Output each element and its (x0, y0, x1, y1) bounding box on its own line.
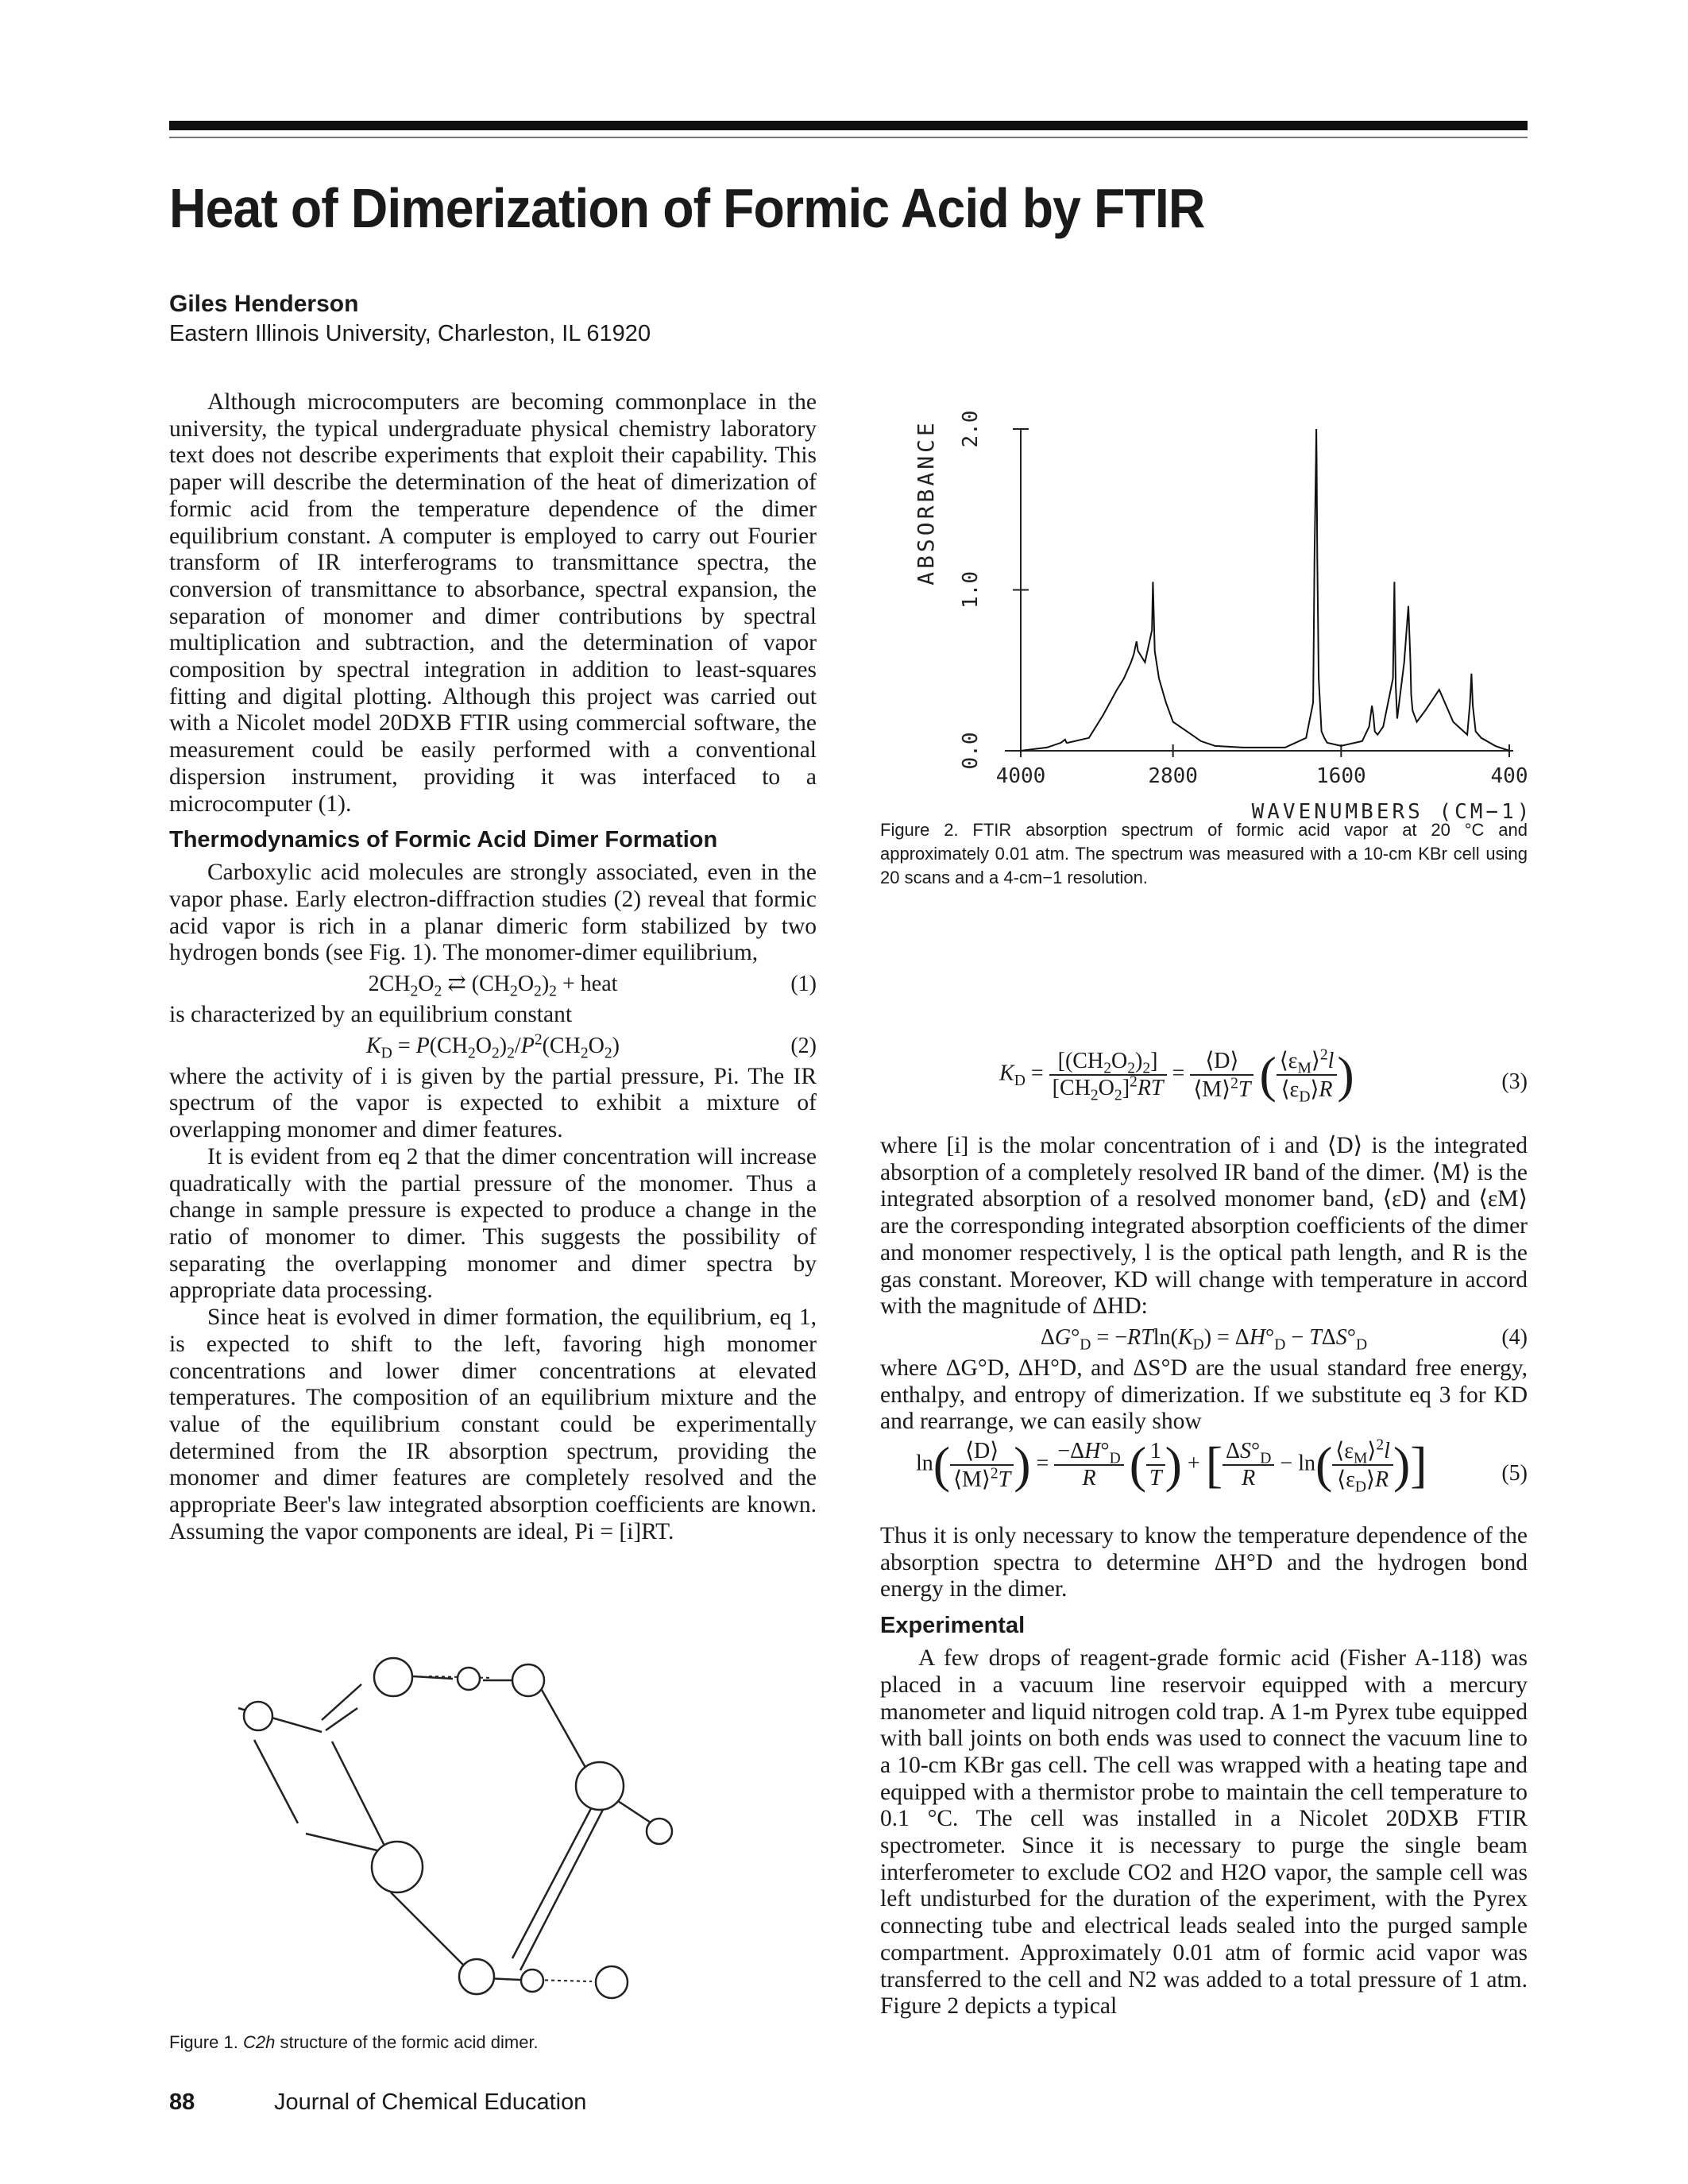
x-tick-label: 2800 (1148, 764, 1198, 788)
paragraph-7: where ΔG°D, ΔH°D, and ΔS°D are the usual standard free energy, enthalpy, and entropy of dimerization. If we substitute eq 3 for KD and rearrange, we can easily show (880, 1355, 1528, 1435)
journal-name: Journal of Chemical Education (274, 2089, 587, 2115)
paragraph-2: is characterized by an equilibrium constant (169, 1002, 573, 1028)
right-column (880, 1046, 1528, 2020)
equation-2-label: (2) (790, 1033, 817, 1058)
figure-2-ftir-spectrum (874, 373, 1533, 824)
y-tick-label: 1.0 (959, 571, 983, 609)
equation-2: $K_D = P(CH_2O_2)_2/P^2(CH_2O_2)$ (2) (169, 1029, 817, 1064)
paragraph-9: A few drops of reagent-grade formic acid (Fisher A-118) was placed in a vacuum line reservoir equipped with a mercury manometer and liquid nitrogen cold trap. A 1-m Pyrex tube equipped with ball joints on both ends was used to connect the vacuum line to a 10-cm KBr gas cell. The cell was wrapped with a heating tape and equipped with a thermistor probe to maintain the cell temperature to 0.1 °C. The cell was installed in a Nicolet 20DXB FTIR spectrometer. Since it is necessary to purge the single beam interferometer to exclude CO2 and H2O vapor, the sample cell was left undisturbed for the duration of the experiment, with the Pyrex connecting tube and electrical leads sealed into the purged sample compartment. Approximately 0.01 atm of formic acid vapor was transferred to the cell and N2 was added to a total pressure of 1 atm. Figure 2 depicts a typical (880, 1645, 1528, 2020)
paragraph-4: It is evident from eq 2 that the dimer concentration will increase quadratically with the partial pressure of the monomer. Thus a change in sample pressure is expected to produce a change in the ratio of monomer to dimer. This suggests the possibility of separating the overlapping monomer and dimer spectra by appropriate data processing. (169, 1143, 817, 1304)
left-column (169, 389, 817, 1545)
y-axis-title: ABSORBANCE (913, 419, 939, 586)
header-rule-thin (169, 137, 1528, 138)
atom-o-upper-right (512, 1664, 544, 1696)
author-affiliation: Eastern Illinois University, Charleston, IL 61920 (169, 321, 651, 346)
figure-1-caption-prefix: Figure 1. (169, 2032, 238, 2052)
figure-1-caption-text: structure of the formic acid dimer. (280, 2032, 539, 2052)
figure-1-caption (169, 2032, 539, 2053)
paragraph-1: Carboxylic acid molecules are strongly associated, even in the vapor phase. Early electron-diffraction studies (2) reveal that formic acid vapor is rich in a planar dimeric form stabilized by two hydrogen bonds (see Fig. 1). The monomer-dimer equilibrium, (169, 860, 817, 966)
atom-o-lower-left (459, 1959, 494, 1994)
intro-paragraph: Although microcomputers are becoming commonplace in the university, the typical undergraduate physical chemistry laboratory text does not describe experiments that exploit their capability. This paper will describe the determination of the heat of dimerization of formic acid from the temperature dependence of the dimer equilibrium constant. A computer is employed to carry out Fourier transform of IR interferograms to transmittance spectra, the conversion of transmittance to absorbance, spectral expansion, the separation of monomer and dimer contributions by spectral multiplication and subtraction, and the determination of vapor composition by spectral integration in addition to least-squares fitting and digital plotting. Although this project was carried out with a Nicolet model 20DXB FTIR using commercial software, the measurement could be easily performed with a conventional dispersion instrument, providing it was interfaced to a microcomputer (1). (169, 389, 817, 817)
figure-1-symmetry: C2h (242, 2032, 276, 2052)
page-number: 88 (169, 2089, 195, 2115)
atom-c-right (576, 1762, 624, 1810)
y-tick-label: 0.0 (959, 732, 983, 770)
figure-1-dimer-structure (238, 1652, 747, 2026)
figure-2-caption: Figure 2. FTIR absorption spectrum of formic acid vapor at 20 °C and approximately 0.01 atm. The spectrum was measured with a 10-cm KBr cell using 20 scans and a 4-cm−1 resolution. (880, 820, 1528, 887)
atom-o-lower-right (596, 1966, 628, 1998)
x-axis-title: WAVENUMBERS (CM−1) (1251, 800, 1533, 824)
paragraph-5: Since heat is evolved in dimer formation, the equilibrium, eq 1, is expected to shift to the left, favoring high monomer concentrations and lower dimer concentrations at elevated temperatures. The composition of an equilibrium mixture and the value of the equilibrium constant could be experimentally determined from the IR absorption spectrum, providing the monomer and dimer features are completely resolved and the appropriate Beer's law integrated absorption coefficients are known. Assuming the vapor components are ideal, Pi = [i]RT. (169, 1305, 817, 1544)
equation-3-label: (3) (1501, 1069, 1528, 1094)
x-tick-label: 4000 (995, 764, 1046, 788)
article-title: Heat of Dimerization of Formic Acid by FTIR (169, 177, 1205, 239)
section-heading-experimental: Experimental (880, 1613, 1026, 1639)
atom-h-right (647, 1819, 672, 1844)
x-tick-label: 1600 (1316, 764, 1366, 788)
equation-4-label: (4) (1501, 1324, 1528, 1350)
atom-h-left (244, 1702, 272, 1730)
atom-h-upper (458, 1668, 480, 1690)
y-tick-label: 2.0 (959, 410, 983, 448)
section-heading-thermodynamics: Thermodynamics of Formic Acid Dimer Formation (169, 827, 718, 853)
paragraph-3: where the activity of i is given by the partial pressure, Pi. The IR spectrum of the vapor is expected to exhibit a mixture of overlapping monomer and dimer features. (169, 1063, 817, 1143)
paragraph-6: where [i] is the molar concentration of i and ⟨D⟩ is the integrated absorption of a completely resolved IR band of the dimer. ⟨M⟩ is the integrated absorption of a resolved monomer band, ⟨εD⟩ and ⟨εM⟩ are the corresponding integrated absorption coefficients of the dimer and monomer respectively, l is the optical path length, and R is the gas constant. Moreover, KD will change with temperature in accord with the magnitude of ΔHD: (880, 1133, 1528, 1320)
atom-h-lower (521, 1969, 543, 1992)
header-rule-thick (169, 121, 1528, 130)
x-tick-label: 400 (1490, 764, 1528, 788)
spectrum-trace (1021, 429, 1509, 751)
paragraph-8: Thus it is only necessary to know the temperature dependence of the absorption spectra to determine ΔH°D and the hydrogen bond energy in the dimer. (880, 1523, 1528, 1602)
equation-4: $\Delta G^\circ_D = -RTln(K_D) = \Delta H^\circ_D - T\Delta S^\circ_D$ (4) (880, 1320, 1528, 1355)
equation-5-label: (5) (1501, 1461, 1528, 1486)
author-name: Giles Henderson (169, 291, 359, 317)
atom-c-left (372, 1842, 423, 1892)
atom-o-upper-left (374, 1658, 412, 1696)
equation-3: $K_D$ = $\frac{[(CH_2O_2)_2]}{[CH_2O_2]^2RT}$ = $\frac{⟨D⟩}{⟨M⟩^2T}$ ( $\frac{⟨\varepsilon_M⟩^2l}{⟨\varepsilon_D⟩R}$ ) (3) (999, 1046, 1528, 1106)
equation-1: $2CH_2O_2$ ⇄ $(CH_2O_2)_2$ + heat (1) (169, 967, 817, 1002)
equation-5: ln( $\frac{⟨D⟩}{⟨M⟩^2T}$ ) = $\frac{-\Delta H^\circ_D}{R}$ ( $\frac{1}{T}$ ) + [ $\frac{\Delta S^\circ_D}{R}$ − ln( $\frac{⟨\varepsilon_M⟩^2l}{⟨\varepsilon_D⟩R}$ )] (5) (916, 1436, 1528, 1496)
equation-1-label: (1) (790, 972, 817, 997)
